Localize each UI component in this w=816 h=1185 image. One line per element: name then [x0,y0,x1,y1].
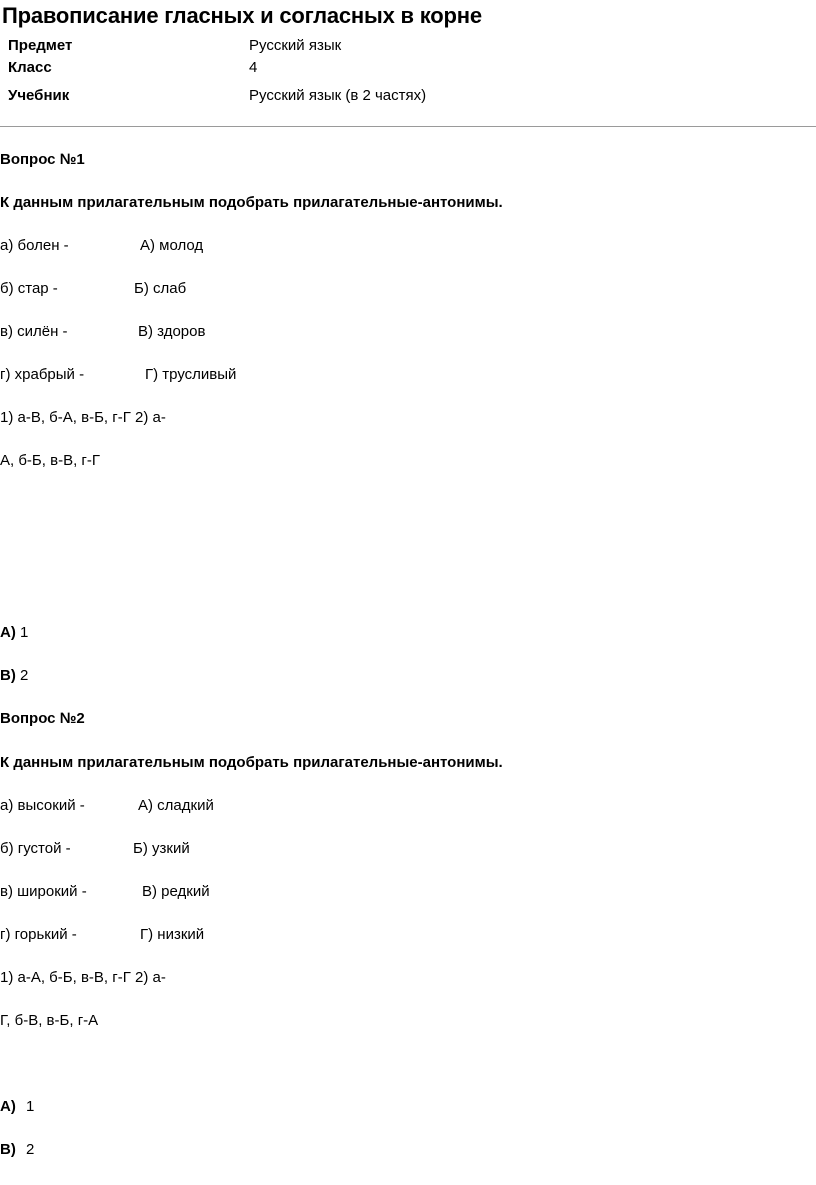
q1-answer-line-1: 1) а-В, б-А, в-Б, г-Г 2) а- [0,409,166,426]
q2-pair-b-left: б) густой - [0,840,71,857]
q2-pair-c-right: В) редкий [142,883,210,900]
page-title: Правописание гласных и согласных в корне [2,3,482,28]
option-label: В) [0,1141,16,1158]
q1-option-2[interactable] [0,667,28,684]
q1-pair-d-right: Г) трусливый [145,366,237,383]
q2-pair-a-left: а) высокий - [0,797,85,814]
q1-pair-a-right: А) молод [140,237,204,254]
q1-pair-d-left: г) храбрый - [0,366,85,383]
question-2-heading: Вопрос №2 [0,710,85,727]
question-2-prompt: К данным прилагательным подобрать прилагательные-антонимы. [0,754,503,771]
q1-pair-b-left: б) стар - [0,280,58,297]
option-value: 2 [20,667,29,684]
q2-pair-c-left: в) широкий - [0,883,87,900]
textbook-value: Русский язык (в 2 частях) [249,87,427,104]
q1-option-1[interactable] [0,624,28,641]
q2-answer-line-1: 1) а-А, б-Б, в-В, г-Г 2) а- [0,969,166,986]
grade-value: 4 [249,59,258,76]
question-1-prompt: К данным прилагательным подобрать прилагательные-антонимы. [0,194,503,211]
option-label: А) [0,624,16,641]
option-value: 1 [26,1098,35,1115]
option-label: В) [0,667,16,684]
q2-pair-a-right: А) сладкий [138,797,214,814]
q1-pair-a-left: а) болен - [0,237,69,254]
q1-pair-c-left: в) силён - [0,323,68,340]
q2-pair-b-right: Б) узкий [133,840,190,857]
q2-pair-d-left: г) горький - [0,926,77,943]
q2-answer-line-2: Г, б-В, в-Б, г-А [0,1012,99,1029]
q2-option-1[interactable] [0,1098,34,1115]
q1-pair-b-right: Б) слаб [134,280,187,297]
option-value: 1 [20,624,29,641]
option-label: А) [0,1098,16,1115]
textbook-label: Учебник [8,87,70,104]
q2-option-2[interactable] [0,1141,34,1158]
q2-pair-d-right: Г) низкий [140,926,205,943]
question-1-heading: Вопрос №1 [0,151,85,168]
q1-pair-c-right: В) здоров [138,323,206,340]
grade-label: Класс [8,59,52,76]
subject-label: Предмет [8,37,73,54]
option-value: 2 [26,1141,35,1158]
subject-value: Русский язык [249,37,342,54]
header-divider [0,126,816,127]
q1-answer-line-2: А, б-Б, в-В, г-Г [0,452,100,469]
